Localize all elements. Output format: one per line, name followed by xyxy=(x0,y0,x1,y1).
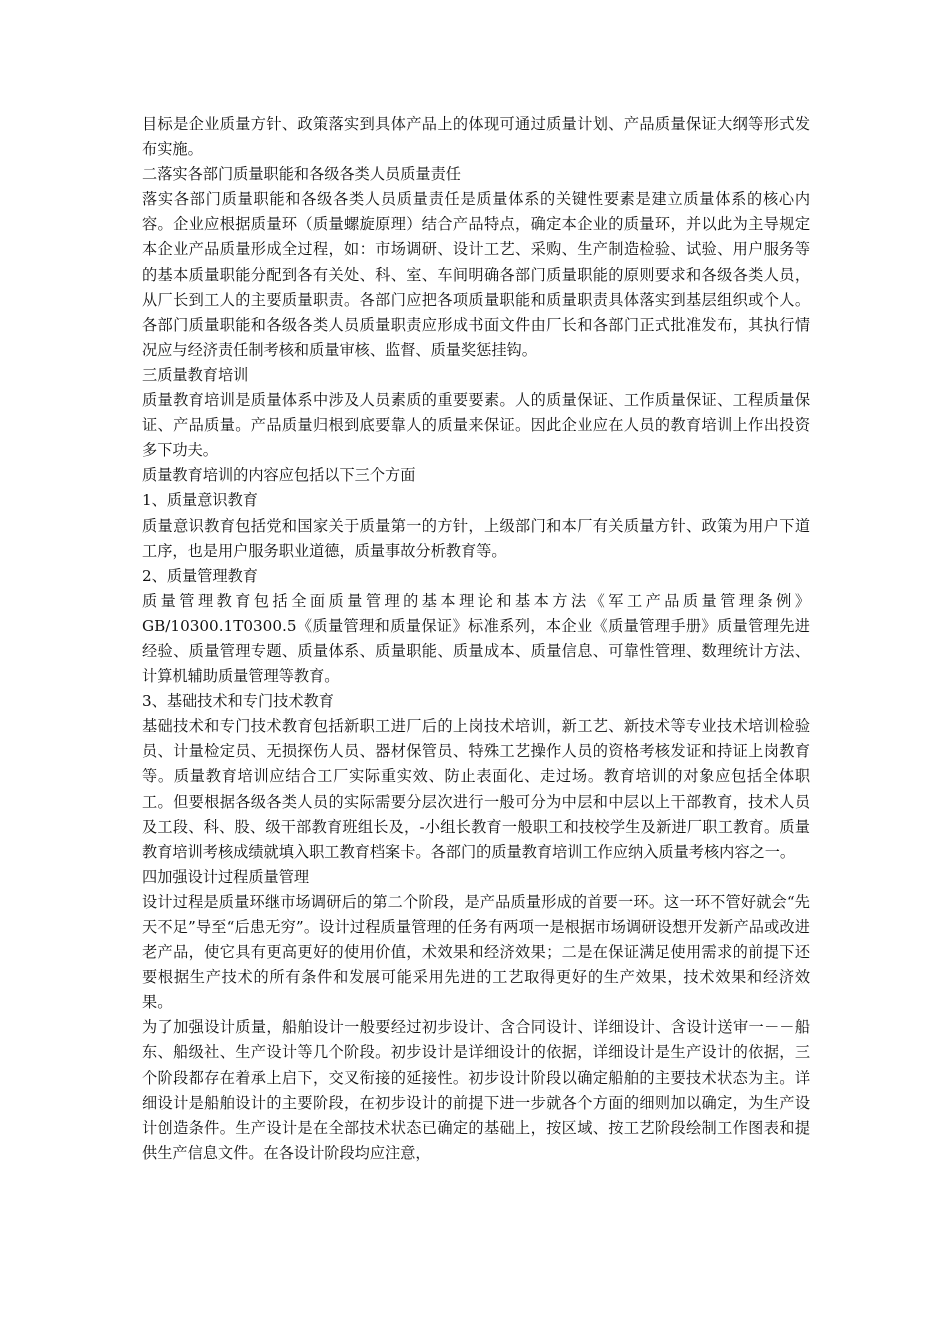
section-heading: 二落实各部门质量职能和各级各类人员质量责任 xyxy=(142,165,461,184)
section-heading: 四加强设计过程质量管理 xyxy=(142,867,310,886)
paragraph: 质量教育培训是质量体系中涉及人员素质的重要要素。人的质量保证、工作质量保证、工程质量保证、产品质量。产品质量归根到底要靠人的质量来保证。因此企业应在人员的教育培训上作出投资多下功夫。 xyxy=(142,391,810,460)
paragraph: 目标是企业质量方针、政策落实到具体产品上的体现可通过质量计划、产品质量保证大纲等形式发布实施。 xyxy=(142,115,810,159)
paragraph: 质量管理教育包括全面质量管理的基本理论和基本方法《军工产品质量管理条例》GB/10300.1T0300.5《质量管理和质量保证》标准系列，本企业《质量管理手册》质量管理先进经验、质量管理专题、质量体系、质量职能、质量成本、质量信息、可靠性管理、数理统计方法、计算机辅助质量管理等教育。 xyxy=(142,591,810,686)
subsection-heading: 1、质量意识教育 xyxy=(142,491,258,510)
section-heading: 三质量教育培训 xyxy=(142,365,249,384)
paragraph: 质量意识教育包括党和国家关于质量第一的方针，上级部门和本厂有关质量方针、政策为用户下道工序，也是用户服务职业道德，质量事故分析教育等。 xyxy=(142,516,810,560)
subsection-heading: 3、基础技术和专门技术教育 xyxy=(142,692,334,711)
paragraph: 质量教育培训的内容应包括以下三个方面 xyxy=(142,466,416,485)
subsection-heading: 2、质量管理教育 xyxy=(142,566,258,585)
paragraph: 基础技术和专门技术教育包括新职工进厂后的上岗技术培训，新工艺、新技术等专业技术培训检验员、计量检定员、无损探伤人员、器材保管员、特殊工艺操作人员的资格考核发证和持证上岗教育等。质量教育培训应结合工厂实际重实效、防止表面化、走过场。教育培训的对象应包括全体职工。但要根据各级各类人员的实际需要分层次进行一般可分为中层和中层以上干部教育，技术人员及工段、科、股、级干部教育班组长及，-小组长教育一般职工和技校学生及新进厂职工教育。质量教育培训考核成绩就填入职工教育档案卡。各部门的质量教育培训工作应纳入质量考核内容之一。 xyxy=(142,717,810,861)
paragraph: 为了加强设计质量，船舶设计一般要经过初步设计、含合同设计、详细设计、含设计送审一－－船东、船级社、生产设计等几个阶段。初步设计是详细设计的依据，详细设计是生产设计的依据，三个阶段都存在着承上启下，交叉衔接的延接性。初步设计阶段以确定船舶的主要技术状态为主。详细设计是船舶设计的主要阶段，在初步设计的前提下进一步就各个方面的细则加以确定，为生产设计创造条件。生产设计是在全部技术状态已确定的基础上，按区域、按工艺阶段绘制工作图表和提供生产信息文件。在各设计阶段均应注意， xyxy=(142,1018,810,1162)
paragraph: 设计过程是质量环继市场调研后的第二个阶段，是产品质量形成的首要一环。这一环不管好就会“先天不足”导至“后患无穷”。设计过程质量管理的任务有两项一是根据市场调研设想开发新产品或改进老产品，使它具有更高更好的使用价值，术效果和经济效果；二是在保证满足使用需求的前提下还要根据生产技术的所有条件和发展可能采用先进的工艺取得更好的生产效果，技术效果和经济效果。 xyxy=(142,892,810,1012)
paragraph: 落实各部门质量职能和各级各类人员质量责任是质量体系的关键性要素是建立质量体系的核心内容。企业应根据质量环（质量螺旋原理）结合产品特点，确定本企业的质量环，并以此为主导规定本企业产品质量形成全过程，如：市场调研、设计工艺、采购、生产制造检验、试验、用户服务等的基本质量职能分配到各有关处、科、室、车间明确各部门质量职能的原则要求和各级各类人员，从厂长到工人的主要质量职责。各部门应把各项质量职能和质量职责具体落实到基层组织或个人。各部门质量职能和各级各类人员质量职责应形成书面文件由厂长和各部门正式批准发布，其执行情况应与经济责任制考核和质量审核、监督、质量奖惩挂钩。 xyxy=(142,190,810,359)
document-body xyxy=(142,112,810,1166)
